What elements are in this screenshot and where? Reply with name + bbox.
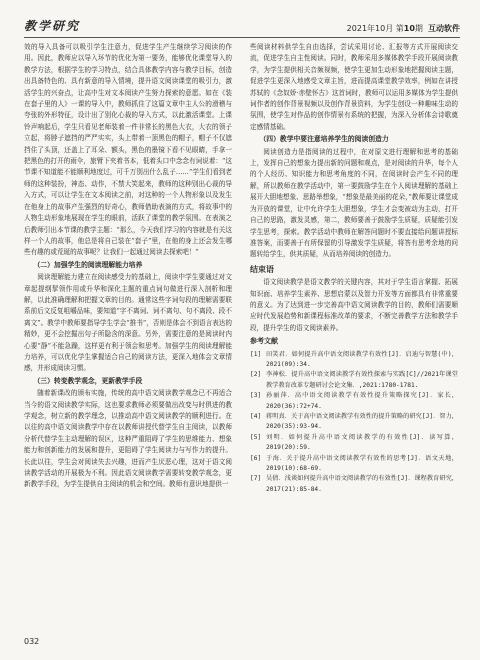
journal-name: 教学研究 [24, 19, 81, 33]
reference-text: 田笑君．如何提升高中语文阅读教学有效性[J]．启迪与智慧(中)，2021(09):34. [266, 350, 458, 368]
reference-text: 蒋明真．关于高中语文阅读教学有效性的提升策略的研究[J]．智力，2020(35):93-94. [266, 413, 458, 431]
issue-number: 10 [403, 24, 415, 33]
reference-list [250, 350, 458, 496]
reference-number: [1] [250, 350, 262, 358]
reference-text: 孙丽萍．高中语文阅读教学有效性提升策略探究[J]．家长，2020(36):72+74. [266, 392, 458, 410]
paragraph: 阅读理解能力建立在阅读感受力的基础上，阅读中学生要通过对文章起提纲挈领作用或升华和深化主题的重点词句做进行深入剖析和理解，以此准确理解和把握文章的目的。通常这些字词句段的理解需要联系前后文反复咀嚼品味，要知道“字不离词、词不离句、句不离段、段不离文”。教学中教师要指导学生学会“推书”，否则是体会不到语言表达的精妙，更不会挖掘出句子所隐含的深意。另外，需要注意的是阅读时内心要“静”不能急躁，这样更有利于领会和思考。加强学生的阅读理解能力培养，可以优化学生掌握适合自己的阅读方法，更深入地体会文章情感，并形成阅读习惯。 [24, 273, 232, 373]
reference-item [250, 350, 458, 371]
reference-number: [3] [250, 392, 262, 400]
paragraph: 语文阅读教学是语文教学的关键内容，其对于学生语言掌握、拓展知识面、培养学生素养、思想启蒙以及智力开发等方面都具有非常重要的意义。为了达到进一步完善高中语文阅读教学的目的，教师们需要顺应时代发展趋势和新课程标准改革的要求，不断完善教学方法和教学手段，提升学生的语文阅读素养。 [250, 278, 458, 332]
page-number: 032 [24, 637, 40, 646]
right-column [250, 42, 458, 495]
left-column [24, 42, 232, 491]
page-header [24, 14, 460, 38]
reference-number: [2] [250, 371, 262, 379]
reference-item [250, 433, 458, 454]
section-heading: （二）加强学生的阅读理解能力培养 [33, 260, 143, 269]
conclusion-heading: 结束语 [250, 264, 274, 274]
section-name: 互动软件 [428, 24, 460, 33]
paragraph: 些阅读材料供学生自由选择，尝试采用讨论、汇报等方式开展阅读交流，促进学生自主性阅读。同时，教师采用多媒体教学手段开展阅读教学，为学生提供相关音频视频，使学生更加生动形象地把握阅读主题，促进学生更深入地感受文章主旨，进而提高课堂教学效率，例如在讲授苏轼的《念奴娇·赤壁怀古》这首词时，教师可以运用多媒体为学生提供词作者的创作背景视频以及创作背景资料，为学生创设一种趣味生动的氛围，使学生对作品的创作情景有系统的把握，为深入分析体会诗歌奠定感情基础。 [250, 43, 458, 131]
reference-number: [7] [250, 475, 262, 483]
reference-number: [4] [250, 413, 262, 420]
issue-prefix: 2021年10月 第 [346, 24, 404, 33]
reference-text: 李神松．提升高中语文阅读教学有效性探索与实践[C]//2021年课堂教学教育改革专题研讨会论文集．,2021:1780-1781. [266, 371, 458, 389]
reference-number: [6] [250, 454, 262, 462]
reference-item [250, 454, 458, 475]
reference-item [250, 370, 458, 391]
reference-item [250, 474, 458, 495]
reference-item [250, 391, 458, 412]
references-title: 参考文献 [250, 337, 278, 346]
paragraph: 随着新课改的颁布实施，传统的高中语文阅读教学观念已不再适合当今的语文阅读教学实际，这也要求教师必须要做出改变与时俱进的教学观念，树立新的教学理念，以推动高中语文阅读教学的顺利进行。在以往的高中语文阅读教学中存在以教师讲授代替学生自主阅读，以教师分析代替学生主动理解的误区，这种严重阻碍了学生的思维能力、想象能力和创新能力的发展和提升，更阻碍了学生阅读力与写作力的提升。长此以往，学生会对阅读失去兴趣，进而产生厌恶心理，这对于语文阅读教学活动的开展极为不利。因此语文阅读教学需要转变教学观念，更新教学手段，为学生提供自主阅读的机会和空间。教师有意识地提供一 [24, 389, 232, 489]
reference-text: 于海．关于提升高中语文阅读教学有效性的思考[J]．语文天地，2019(10):68-69. [266, 454, 458, 473]
reference-number: [5] [250, 433, 262, 441]
section-heading: （四）教学中要注意培养学生的阅读创造力 [259, 135, 389, 144]
issue-suffix: 期 [414, 24, 423, 33]
reference-item [250, 412, 458, 433]
paragraph: 阅读创造力是指阅读的过程中，在对原文进行理解和思考的基础上，发挥自己的想象力提出新的问题和观点，是对阅读的升华，每个人的个人经历、知识能力和思考角度的不同，在阅读时会产生不同的理解，所以教师在教学活动中，第一要鼓励学生在个人阅读理解的基础上展开大胆地想象、思路举想象，“想象是最美丽的花朵，”教师要让课堂成为开放的课堂，让中允许学生大胆想象，学生才会变被动为主动，打开自己的思路，激发灵感，第二，教师要善于鼓励学生质疑，质疑能引发学生思考，探索。教学活动中教师在解答问题时不要直接给问题讲授标准答案，而要善于有所保留的引导激发学生质疑，将答有思考余地的问题转给学生，供其质疑，从而培养阅读的创造力。 [250, 147, 458, 259]
reference-text: 刘明．如何提升高中语文阅读教学的有效性[J]．读写算，2019(20):59. [266, 433, 458, 452]
issue-info [347, 23, 460, 34]
paragraph: 效的导入具备可以吸引学生注意力，促进学生产生继续学习阅读的作用。因此，教师应以导入环节的优化为第一要务，能够优化课堂导入的教学方法，根据学生的学习特点，结合具体教学内容与教学目标，创造出具备特色的、具有新意的导入情境，提升语文阅读课堂的吸引力，激活学生的兴奋点，让高中生对文本阅读产生努力探索的意愿。如在《装在套子里的人》一课的导入中，教师抓住了这篇文章中主人公的滑稽与夸张的外形特征，设计出了别化心裁的导入方式，以此激活课堂。上课铃声响起后，学生只看见老师装着一件非常长的黑色大衣，大衣的领子立起，将脖子遮挡的严严实实，头上带着一顶黑色的帽子，帽子不仅遮挡住了头顶，还盖上了耳朵、额头，黑色的墨镜下看不见眼睛，手拿一把黑色的打开的雨伞，旅臂下夹着书本，低着头口中念念有词说着：“这节课不知道能不能顺利地度过，可千万别出什么乱子……”学生们看到老师的这种装扮，神态、动作，不禁大笑起来，教师的这种别出心裁的导入方式，可以让学生在文本阅读之前，对这种的一个人物形象以及发生在他身上的故事产生强烈的好奇心，教师借助表演的方式，将故事中的人物生动形象地展现在学生的眼前，活跃了课堂的教学氛围。在表演之后教师引出本节课的教学主题：“那么，今天我们学习的内容就是有关这样一个人的故事，他总是将自己装在“套子”里，在他的身上还会发生哪些有趣的或荒诞的故事呢？让我们一起通过阅读去探索吧！” [24, 43, 232, 257]
reference-text: 吴倩．浅谈如何提升高中语文阅读教学的有效性[J]．课程教育研究，2017(21):85-84. [266, 475, 458, 493]
section-heading: （三）转变教学观念，更新教学手段 [33, 376, 143, 385]
